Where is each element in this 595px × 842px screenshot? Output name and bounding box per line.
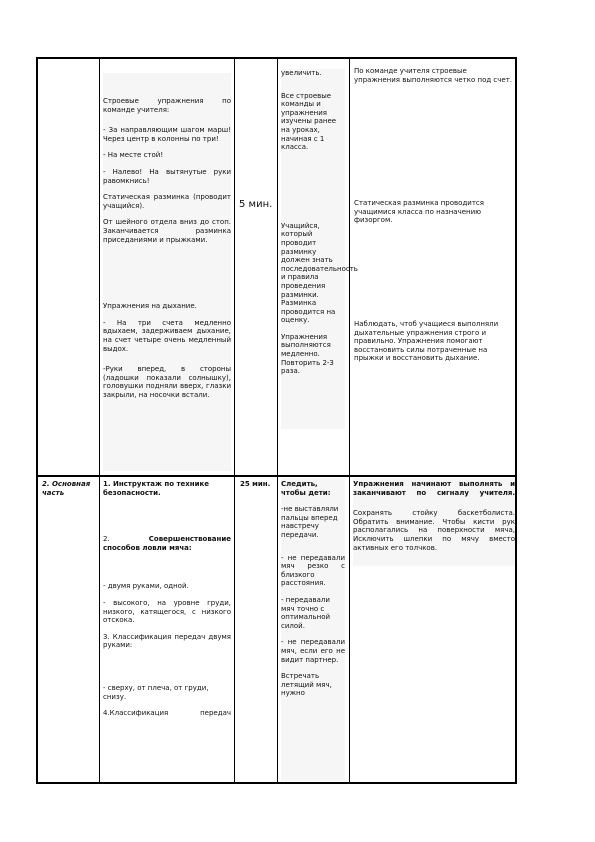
note-paragraph: Все строевые команды и упражнения изучены ранее на уроках, начиная с 1 класса.: [281, 91, 337, 152]
note-paragraph: увеличить.: [281, 69, 322, 77]
heading-number: 2.: [103, 535, 149, 544]
column-divider: [99, 59, 100, 782]
content-paragraph: Статическая разминка (проводит учащийся).: [103, 193, 231, 210]
content-paragraph: - сверху, от плеча, от груди, снизу.: [103, 683, 209, 701]
row1-notes-cell: [281, 69, 358, 429]
comment-paragraph: Статическая разминка проводится учащимися класса по назначению физоргом.: [354, 199, 484, 225]
content-paragraph: Упражнения на дыхание.: [103, 302, 197, 311]
note-paragraph: Учащийся, который проводит разминку должен знать последовательность и правила проведения разминки. Разминка проводится на оценку.: [281, 221, 358, 325]
content-paragraph: - двумя руками, одной.: [103, 582, 189, 591]
note-paragraph: - не передавали мяч, если его не видит партнер.: [281, 638, 345, 664]
comment-heading: Упражнения начинают выполнять и заканчивают по сигналу учителя.: [353, 480, 515, 497]
content-paragraph: - За направляющим шагом марш! Через центр в колонны по три!: [103, 126, 231, 143]
content-paragraph: - На три счета медленно вдыхаем, задерживаем дыхание, на счет четыре очень медленный выдох.: [103, 318, 231, 353]
comment-paragraph: По команде учителя строевые упражнения выполняются четко под счет.: [354, 67, 513, 84]
content-heading: 1. Инструктаж по технике безопасности.: [103, 480, 210, 497]
note-paragraph: -не выставляли пальцы вперед навстречу передачи.: [281, 505, 339, 539]
note-paragraph: - не передавали мяч резко с близкого расстояния.: [281, 553, 345, 588]
note-paragraph: Упражнения выполняются медленно. Повторить 2-3 раза.: [281, 332, 334, 376]
column-divider: [234, 59, 235, 782]
comment-paragraph: Наблюдать, чтоб учащиеся выполняли дыхательные упражнения строго и правильно. Упражнения помогают восстановить силы потраченные на прыжки и восстановить дыхание.: [354, 319, 499, 363]
content-paragraph: 4.Классификация передач: [103, 709, 231, 718]
row1-time: 5 мин.: [239, 199, 273, 210]
content-paragraph: Строевые упражнения по команде учителя:: [103, 97, 231, 114]
content-paragraph: От шейного отдела вниз до стоп. Заканчивается разминка приседаниями и прыжками.: [103, 218, 231, 244]
row2-stage: 2. Основная часть: [42, 480, 91, 497]
note-heading: Следить, чтобы дети:: [281, 480, 331, 497]
content-paragraph: -Руки вперед, в стороны (ладошки показали солнышку), головушки подняли вверх, глазки закрыли, на носочки встали.: [103, 365, 231, 399]
column-divider: [349, 59, 350, 782]
row2-content-cell: [103, 480, 231, 726]
row1-content-cell: [103, 73, 231, 471]
content-paragraph: - На месте стой!: [103, 151, 164, 160]
note-paragraph: Встречать летящий мяч, нужно: [281, 672, 332, 698]
row1-comments-cell: [354, 67, 514, 467]
row2-comments-cell: [353, 478, 515, 566]
row-divider: [38, 475, 515, 477]
content-paragraph: 3. Классификация передач двумя руками:: [103, 632, 231, 650]
row2-notes-cell: [281, 478, 345, 781]
heading-text: Совершенствование способов ловли мяча:: [103, 535, 231, 552]
comment-paragraph: Сохранять стойку баскетболиста. Обратить внимание. Чтобы кисти рук располагались на поверхности мяча, Исключить шлепки по мячу вместо активных его толчков.: [353, 509, 515, 552]
content-paragraph: - Налево! На вытянутые руки равомкнись!: [103, 167, 231, 185]
row2-time: 25 мин.: [240, 480, 271, 488]
content-heading: [103, 535, 231, 552]
column-divider: [277, 59, 278, 782]
content-paragraph: - высокого, на уровне груди, низкого, катящегося, с низкого отскока.: [103, 598, 231, 625]
lesson-plan-table: [36, 57, 517, 784]
note-paragraph: - передавали мяч точно с оптимальной силой.: [281, 595, 331, 630]
